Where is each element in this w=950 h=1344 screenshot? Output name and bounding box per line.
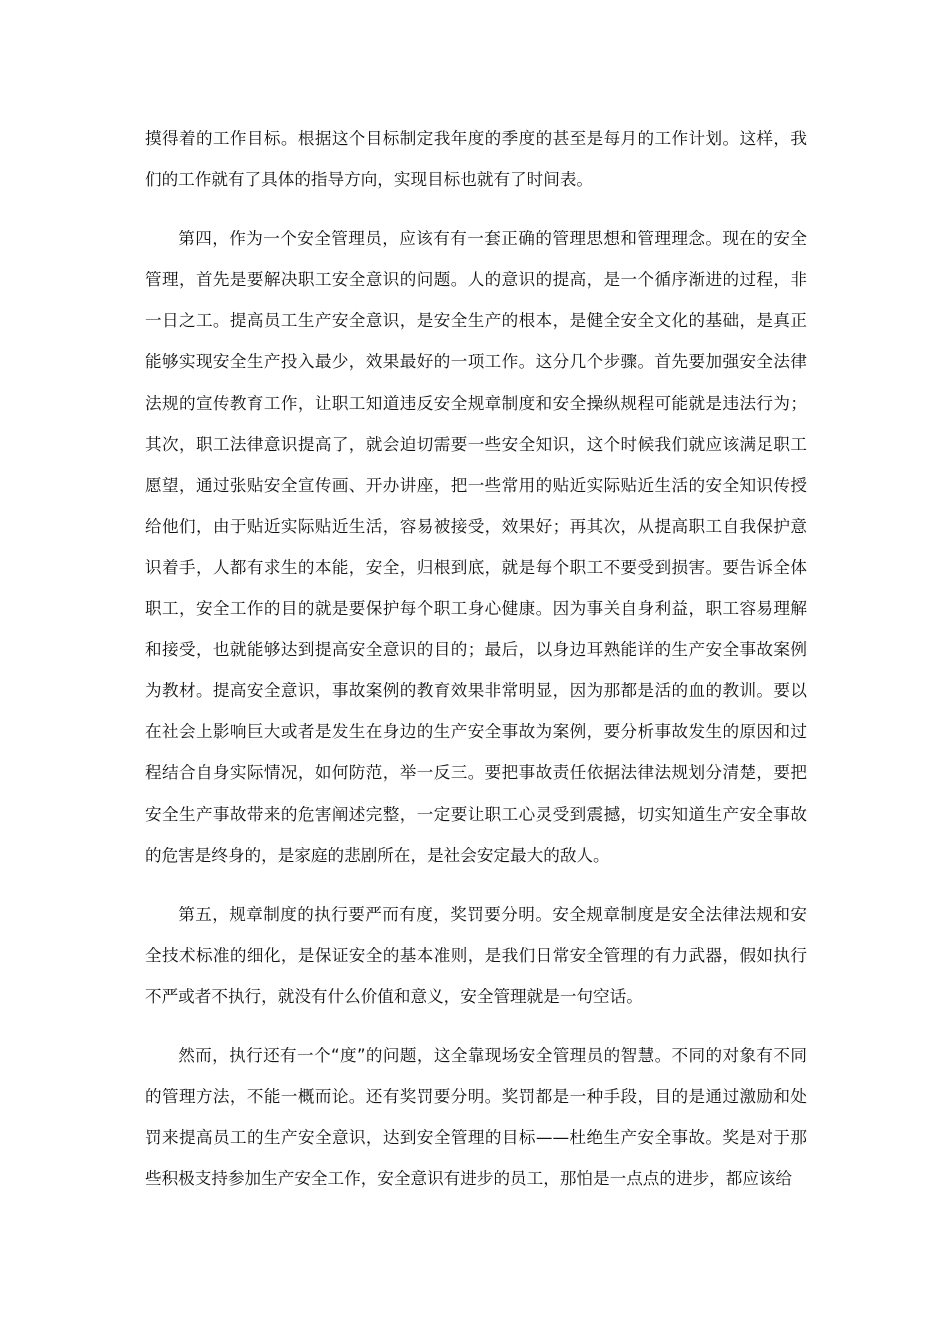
paragraph-work-goals: 摸得着的工作目标。根据这个目标制定我年度的季度的甚至是每月的工作计划。这样，我们的工作就有了具体的指导方向，实现目标也就有了时间表。 bbox=[145, 129, 807, 190]
paragraph-management-philosophy: 第四，作为一个安全管理员，应该有有一套正确的管理思想和管理理念。现在的安全管理，首先是要解决职工安全意识的问题。人的意识的提高，是一个循序渐进的过程，非一日之工。提高员工生产安全意识，是安全生产的根本，是健全安全文化的基础，是真正能够实现安全生产投入最少，效果最好的一项工作。这分几个步骤。首先要加强安全法律法规的宣传教育工作，让职工知道违反安全规章制度和安全操纵规程可能就是违法行为；其次，职工法律意识提高了，就会迫切需要一些安全知识，这个时候我们就应该满足职工愿望，通过张贴安全宣传画、开办讲座，把一些常用的贴近实际贴近生活的安全知识传授给他们，由于贴近实际贴近生活，容易被接受，效果好；再其次，从提高职工自我保护意识着手，人都有求生的本能，安全，归根到底，就是每个职工不要受到损害。要告诉全体职工，安全工作的目的就是要保护每个职工身心健康。因为事关自身利益，职工容易理解和接受，也就能够达到提高安全意识的目的；最后，以身边耳熟能详的生产安全事故案例为教材。提高安全意识，事故案例的教育效果非常明显，因为那都是活的血的教训。要以在社会上影响巨大或者是发生在身边的生产安全事故为案例，要分析事故发生的原因和过程结合自身实际情况，如何防范，举一反三。要把事故责任依据法律法规划分清楚，要把安全生产事故带来的危害阐述完整，一定要让职工心灵受到震撼，切实知道生产安全事故的危害是终身的，是家庭的悲剧所在，是社会安定最大的敌人。 bbox=[145, 229, 807, 865]
document-body bbox=[145, 118, 807, 1199]
paragraph-rewards-penalties: 然而，执行还有一个“度”的问题，这全靠现场安全管理员的智慧。不同的对象有不同的管理方法，不能一概而论。还有奖罚要分明。奖罚都是一种手段，目的是通过激励和处罚来提高员工的生产安全意识，达到安全管理的目标——杜绝生产安全事故。奖是对于那些积极支持参加生产安全工作，安全意识有进步的员工，那怕是一点点的进步，都应该给 bbox=[145, 1045, 807, 1189]
paragraph-rules-enforcement: 第五，规章制度的执行要严而有度，奖罚要分明。安全规章制度是安全法律法规和安全技术标准的细化，是保证安全的基本准则，是我们日常安全管理的有力武器，假如执行不严或者不执行，就没有什么价值和意义，安全管理就是一句空话。 bbox=[145, 904, 807, 1006]
